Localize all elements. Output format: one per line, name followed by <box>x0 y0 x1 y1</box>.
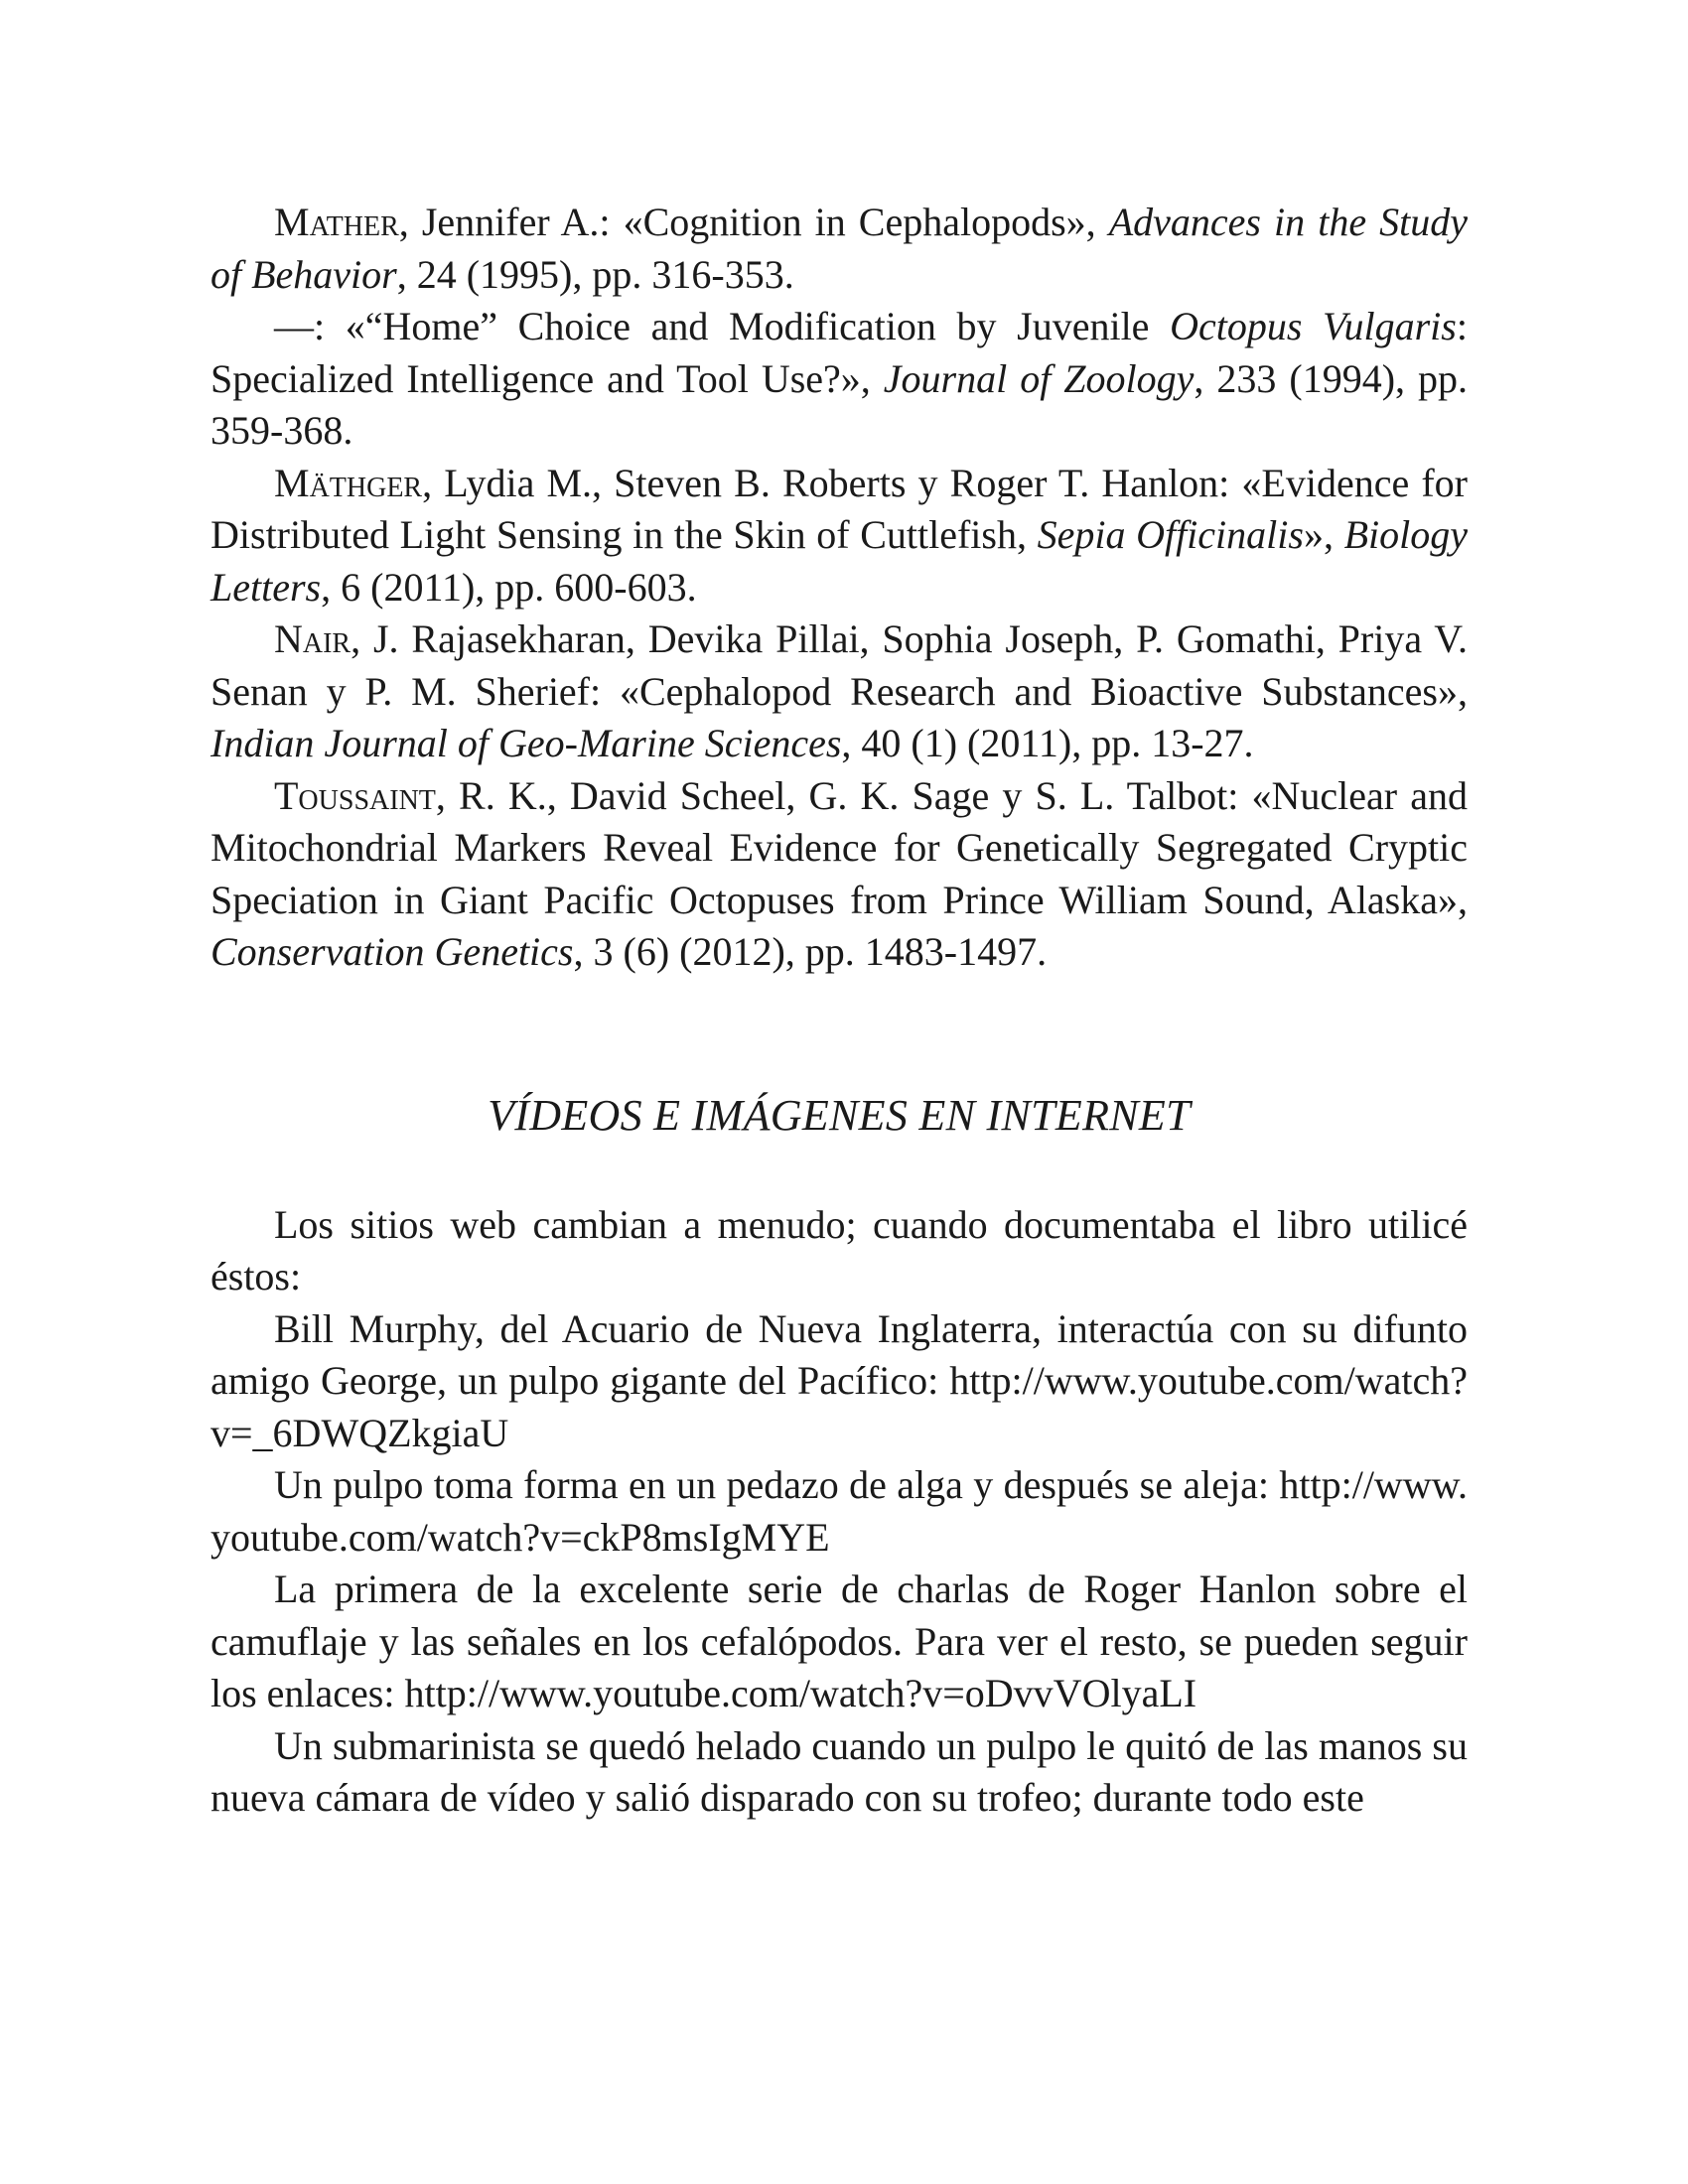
reference-species: Octopus Vulgaris <box>1170 304 1457 348</box>
section-heading: VÍDEOS E IMÁGENES EN INTERNET <box>488 1090 1191 1140</box>
reference-journal: Indian Journal of Geo-Marine Sciences <box>211 721 842 765</box>
reference-citation: —: «“Home” Choice and Modification by Juvenile <box>274 304 1171 348</box>
reference-species: Sepia Officinalis <box>1037 512 1304 557</box>
reference-citation-tail: , 24 (1995), pp. 316-353. <box>396 251 794 297</box>
body-paragraph <box>211 1564 1468 1720</box>
paragraph-text: Bill Murphy, del Acuario de Nueva Inglaterra, interactúa con su difunto amigo George, un pulpo gigante del Pacífico: <box>211 1305 1468 1403</box>
video-link[interactable]: http://www.youtube.com/watch?v=_6DWQZkgiaU <box>211 1358 1468 1455</box>
video-link[interactable]: http://www.youtube.com/watch?v=oDvvVOlyaLI <box>404 1671 1197 1715</box>
reference-citation-tail: , 6 (2011), pp. 600-603. <box>321 564 697 610</box>
reference-entry <box>211 770 1468 979</box>
reference-author: Toussaint <box>274 772 436 818</box>
reference-author: Mather <box>274 200 399 244</box>
body-paragraph <box>211 1720 1468 1825</box>
reference-citation: , Jennifer A.: «Cognition in Cephalopods», <box>398 200 1109 244</box>
reference-citation-tail: , 233 (1994), pp. 359-368. <box>211 355 1469 453</box>
body-paragraph <box>211 1303 1468 1460</box>
reference-journal: Advances in the Study of Behavior <box>211 200 1469 297</box>
body-paragraph <box>211 1459 1468 1564</box>
video-link[interactable]: http://www.youtube.com/watch?v=ckP8msIgMYE <box>211 1462 1468 1560</box>
paragraph-text: Los sitios web cambian a menudo; cuando documentaba el libro utilicé éstos: <box>211 1201 1468 1298</box>
reference-journal: Biology Letters <box>211 512 1468 610</box>
body-paragraph <box>211 1199 1468 1303</box>
reference-author: Mäthger <box>274 460 423 505</box>
paragraph-text: Un pulpo toma forma en un pedazo de alga y después se aleja: <box>274 1462 1280 1507</box>
reference-citation: , R. K., David Scheel, G. K. Sage y S. L. Talbot: «Nuclear and Mitochondrial Markers Reveal Evidence for Genetically Segregated Cryptic Speciation in Giant Pacific Octopuses from Prince William Sound, Alaska», <box>211 772 1468 922</box>
page-body <box>211 197 1468 1825</box>
paragraph-text: La primera de la excelente serie de charlas de Roger Hanlon sobre el camuflaje y las señales en los cefalópodos. Para ver el resto, se pueden seguir los enlaces: <box>211 1567 1468 1715</box>
reference-entry <box>211 458 1468 614</box>
reference-journal: Journal of Zoology <box>883 355 1195 401</box>
reference-entry <box>211 614 1468 770</box>
reference-citation-tail: , 3 (6) (2012), pp. 1483-1497. <box>573 929 1048 974</box>
reference-entry <box>211 197 1468 301</box>
reference-author: Nair <box>274 616 352 661</box>
reference-citation: , Lydia M., Steven B. Roberts y Roger T. Hanlon: «Evidence for Distributed Light Sensing in the Skin of Cuttlefish, <box>211 460 1468 557</box>
reference-citation-mid: : Specialized Intelligence and Tool Use?», <box>211 304 1468 401</box>
reference-citation-tail: , 40 (1) (2011), pp. 13-27. <box>841 721 1254 765</box>
paragraph-text: Un submarinista se quedó helado cuando un pulpo le quitó de las manos su nueva cámara de vídeo y salió disparado con su trofeo; durante todo este <box>211 1722 1468 1820</box>
reference-citation: , J. Rajasekharan, Devika Pillai, Sophia Joseph, P. Gomathi, Priya V. Senan y P. M. Sherief: «Cephalopod Research and Bioactive Substances», <box>211 616 1468 714</box>
reference-entry <box>211 301 1468 458</box>
reference-journal: Conservation Genetics <box>211 929 574 974</box>
reference-citation-mid: », <box>1303 512 1344 557</box>
